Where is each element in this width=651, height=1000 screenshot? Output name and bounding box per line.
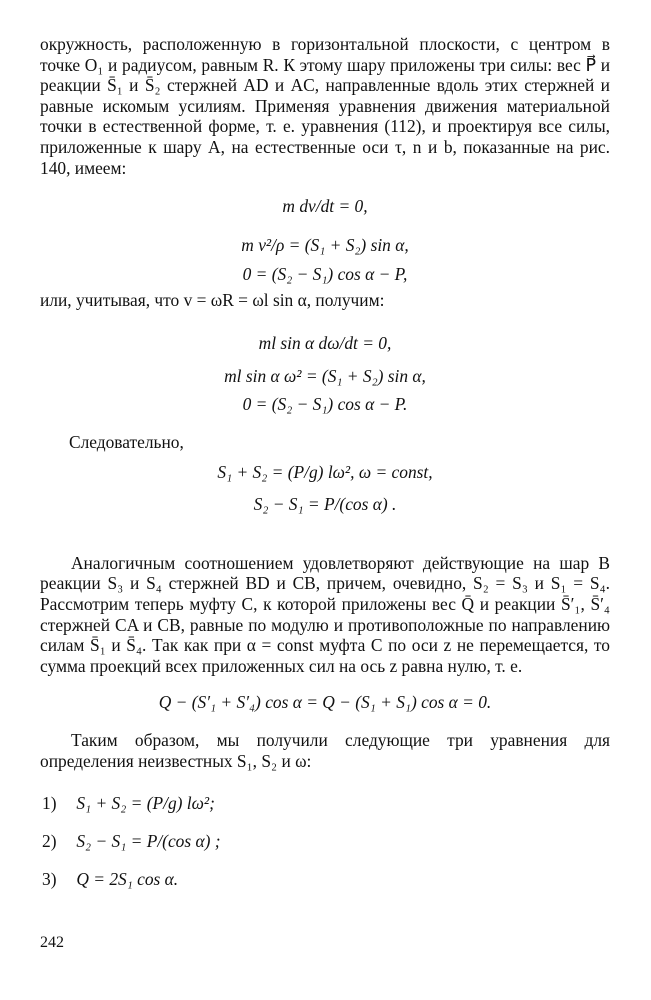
- equation-item: [42, 827, 610, 855]
- formula-sum-forces: S₁ + S₂ = (P/g) lω², ω = const,: [217, 461, 433, 482]
- equation-text: Q = 2S₁ cos α.: [76, 869, 179, 890]
- consequently-label: Следовательно,: [69, 432, 184, 453]
- equation-number: 1): [42, 793, 57, 814]
- paragraph-2: Аналогичным соотношением удовлетворяют действующие на шар B реакции S₃ и S₄ стержней BD и CB, причем, очевидно, S₂ = S₃ и S₁ = S₄. Рассмотрим теперь муфту C, к которой приложены вес Q̄ и реакции S̄′₁, S̄′₄ стержней CA и CB, равные по модулю и противоположные по направлению силам S̄₁ и S̄₄. Так как при α = const муфта C по оси z не перемещается, то сумма проекций всех приложенных сил на ось z равна нулю, т. е.: [40, 552, 610, 676]
- equation-item: [42, 789, 610, 817]
- formula-tangential: m dv/dt = 0,: [282, 196, 368, 217]
- formula-diff-forces: S₂ − S₁ = P/(cos α) .: [253, 493, 397, 514]
- equation-list: [40, 789, 610, 893]
- formula-binormal: 0 = (S₂ − S₁) cos α − P,: [242, 264, 408, 285]
- page-content: [40, 34, 610, 903]
- equation-item: [42, 865, 610, 893]
- equation-text: S₂ − S₁ = P/(cos α) ;: [76, 831, 221, 852]
- lead-text: или, учитывая, что v = ωR = ωl sin α, получим:: [40, 290, 385, 311]
- equation-number: 3): [42, 869, 57, 890]
- paragraph-3: Таким образом, мы получили следующие три уравнения для определения неизвестных S₁, S₂ и ω:: [40, 730, 610, 771]
- formula-normal: m v²/ρ = (S₁ + S₂) sin α,: [241, 235, 409, 256]
- formula-omega-derivative: ml sin α dω/dt = 0,: [258, 333, 392, 354]
- formula-omega-normal: ml sin α ω² = (S₁ + S₂) sin α,: [224, 366, 426, 387]
- paragraph-1: окружность, расположенную в горизонтальной плоскости, с центром в точке O₁ и радиусом, равным R. К этому шару приложены три силы: вес P⃗ и реакции S̄₁ и S̄₂ стержней AD и AC, направленные вдоль этих стержней и равные искомым усилиям. Применяя уравнения движения материальной точки в естественной форме, т. е. уравнения (112), и проектируя все силы, приложенные к шару A, на естественные оси τ, n и b, показанные на рис. 140, имеем:: [40, 34, 610, 178]
- formula-z-projection: Q − (S′₁ + S′₄) cos α = Q − (S₁ + S₁) cos α = 0.: [158, 692, 492, 713]
- page-number: 242: [40, 934, 64, 951]
- equation-text: S₁ + S₂ = (P/g) lω²;: [76, 793, 215, 814]
- formula-omega-binormal: 0 = (S₂ − S₁) cos α − P.: [242, 394, 408, 415]
- equation-number: 2): [42, 831, 57, 852]
